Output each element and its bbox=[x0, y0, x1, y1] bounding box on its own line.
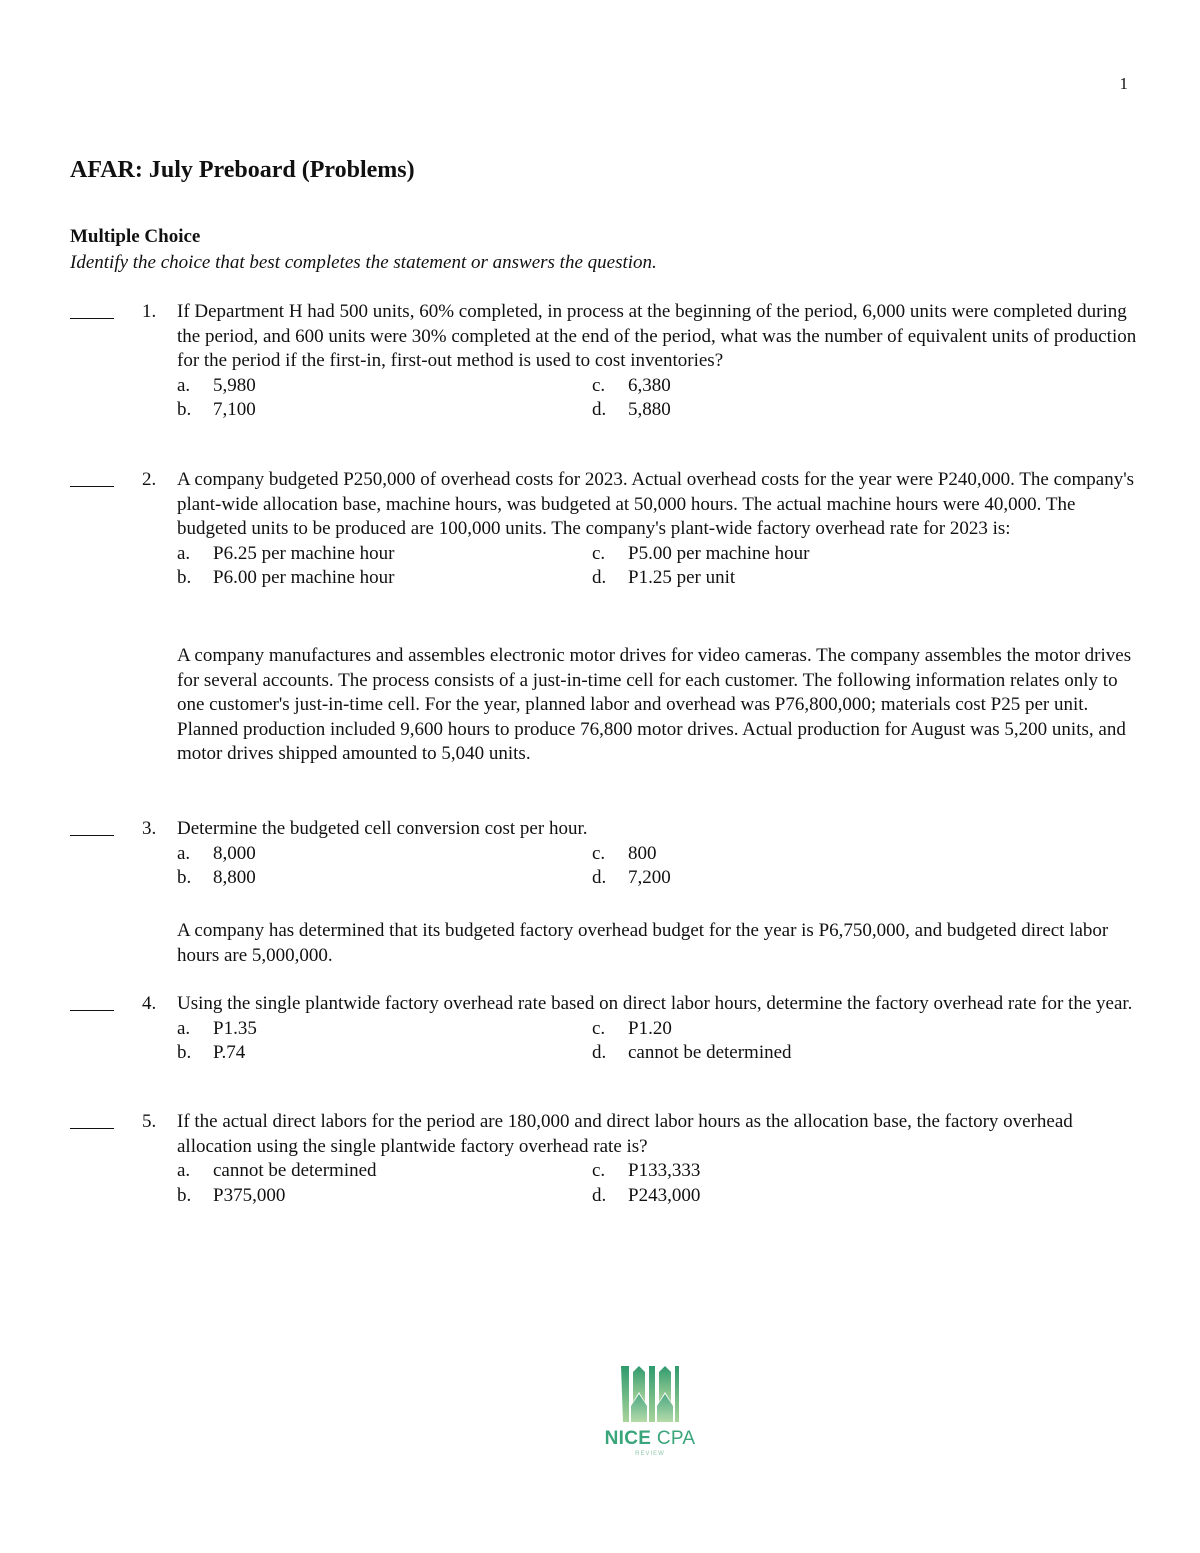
option-b: b. 8,800 bbox=[177, 867, 256, 888]
answer-options bbox=[177, 1159, 1140, 1208]
option-d: d. P1.25 per unit bbox=[592, 567, 736, 588]
question-text: Using the single plantwide factory overhead rate based on direct labor hours, determine the factory overhead rate for the year. bbox=[177, 993, 1133, 1014]
option-c: c. 6,380 bbox=[592, 374, 671, 396]
option-a: a. P6.25 per machine hour bbox=[177, 542, 395, 564]
question-text: If Department H had 500 units, 60% completed, in process at the beginning of the period, 6,000 units were completed during the period, and 600 units were 30% completed at the end of the period, what was the number of equivalent units of production for the period if the first-in, first-out method is used to cost inventories? bbox=[177, 301, 1137, 371]
question-number: 4. bbox=[142, 993, 157, 1014]
answer-options bbox=[177, 842, 1140, 891]
question-number: 5. bbox=[142, 1111, 157, 1132]
question-number: 1. bbox=[142, 301, 157, 322]
answer-options bbox=[177, 1017, 1140, 1066]
answer-blank[interactable] bbox=[70, 300, 114, 319]
question-4 bbox=[70, 992, 1140, 1066]
question-text: Determine the budgeted cell conversion cost per hour. bbox=[177, 818, 588, 839]
passage-2 bbox=[70, 919, 1140, 968]
answer-options bbox=[177, 374, 1140, 423]
logo-subtitle: REVIEW bbox=[635, 1451, 665, 1457]
option-c: c. P5.00 per machine hour bbox=[592, 542, 810, 564]
question-text: A company budgeted P250,000 of overhead costs for 2023. Actual overhead costs for the year were P240,000. The company's plant-wide allocation base, machine hours, was budgeted at 50,000 hours. The actual machine hours were 40,000. The budgeted units to be produced are 100,000 units. The company's plant-wide factory overhead rate for 2023 is: bbox=[177, 469, 1135, 539]
passage-text: A company has determined that its budgeted factory overhead budget for the year is P6,750,000, and budgeted direct labor hours are 5,000,000. bbox=[177, 920, 1109, 966]
answer-blank[interactable] bbox=[70, 992, 114, 1011]
option-b: b. P.74 bbox=[177, 1042, 246, 1063]
question-2 bbox=[70, 468, 1140, 591]
answer-blank[interactable] bbox=[70, 817, 114, 836]
option-b: b. 7,100 bbox=[177, 399, 256, 420]
section-instructions: Identify the choice that best completes the statement or answers the question. bbox=[70, 252, 657, 273]
passage-1 bbox=[70, 644, 1140, 767]
page-title: AFAR: July Preboard (Problems) bbox=[70, 157, 415, 183]
logo-wordmark: NICE CPA bbox=[604, 1428, 696, 1449]
section-heading: Multiple Choice bbox=[70, 226, 201, 247]
option-a: a. P1.35 bbox=[177, 1017, 257, 1039]
question-number: 2. bbox=[142, 469, 157, 490]
answer-blank[interactable] bbox=[70, 468, 114, 487]
answer-options bbox=[177, 542, 1140, 591]
option-c: c. 800 bbox=[592, 842, 657, 864]
option-d: d. P243,000 bbox=[592, 1184, 701, 1206]
question-text: If the actual direct labors for the period are 180,000 and direct labor hours as the allocation base, the factory overhead allocation using the single plantwide factory overhead rate is? bbox=[177, 1111, 1073, 1157]
question-5 bbox=[70, 1110, 1140, 1208]
page-number: 1 bbox=[1119, 74, 1128, 93]
option-b: b. P375,000 bbox=[177, 1184, 286, 1206]
option-d: d. 7,200 bbox=[592, 867, 671, 888]
option-d: d. 5,880 bbox=[592, 399, 671, 420]
option-a: a. 5,980 bbox=[177, 374, 256, 396]
nice-cpa-logo bbox=[598, 1362, 702, 1457]
option-a: a. cannot be determined bbox=[177, 1160, 377, 1181]
question-1 bbox=[70, 300, 1140, 423]
option-d: d. cannot be determined bbox=[592, 1042, 792, 1063]
question-3 bbox=[70, 817, 1140, 891]
logo-mark-icon bbox=[619, 1362, 681, 1426]
option-c: c. P1.20 bbox=[592, 1017, 672, 1039]
option-a: a. 8,000 bbox=[177, 842, 256, 864]
option-b: b. P6.00 per machine hour bbox=[177, 567, 395, 588]
option-c: c. P133,333 bbox=[592, 1160, 701, 1181]
question-number: 3. bbox=[142, 818, 157, 839]
passage-text: A company manufactures and assembles electronic motor drives for video cameras. The company assembles the motor drives for several accounts. The process consists of a just-in-time cell for each customer. The following information relates only to one customer's just-in-time cell. For the year, planned labor and overhead was P76,800,000; materials cost P25 per unit. Planned production included 9,600 hours to produce 76,800 motor drives. Actual production for August was 5,200 units, and motor drives shipped amounted to 5,040 units. bbox=[177, 645, 1132, 764]
answer-blank[interactable] bbox=[70, 1110, 114, 1129]
